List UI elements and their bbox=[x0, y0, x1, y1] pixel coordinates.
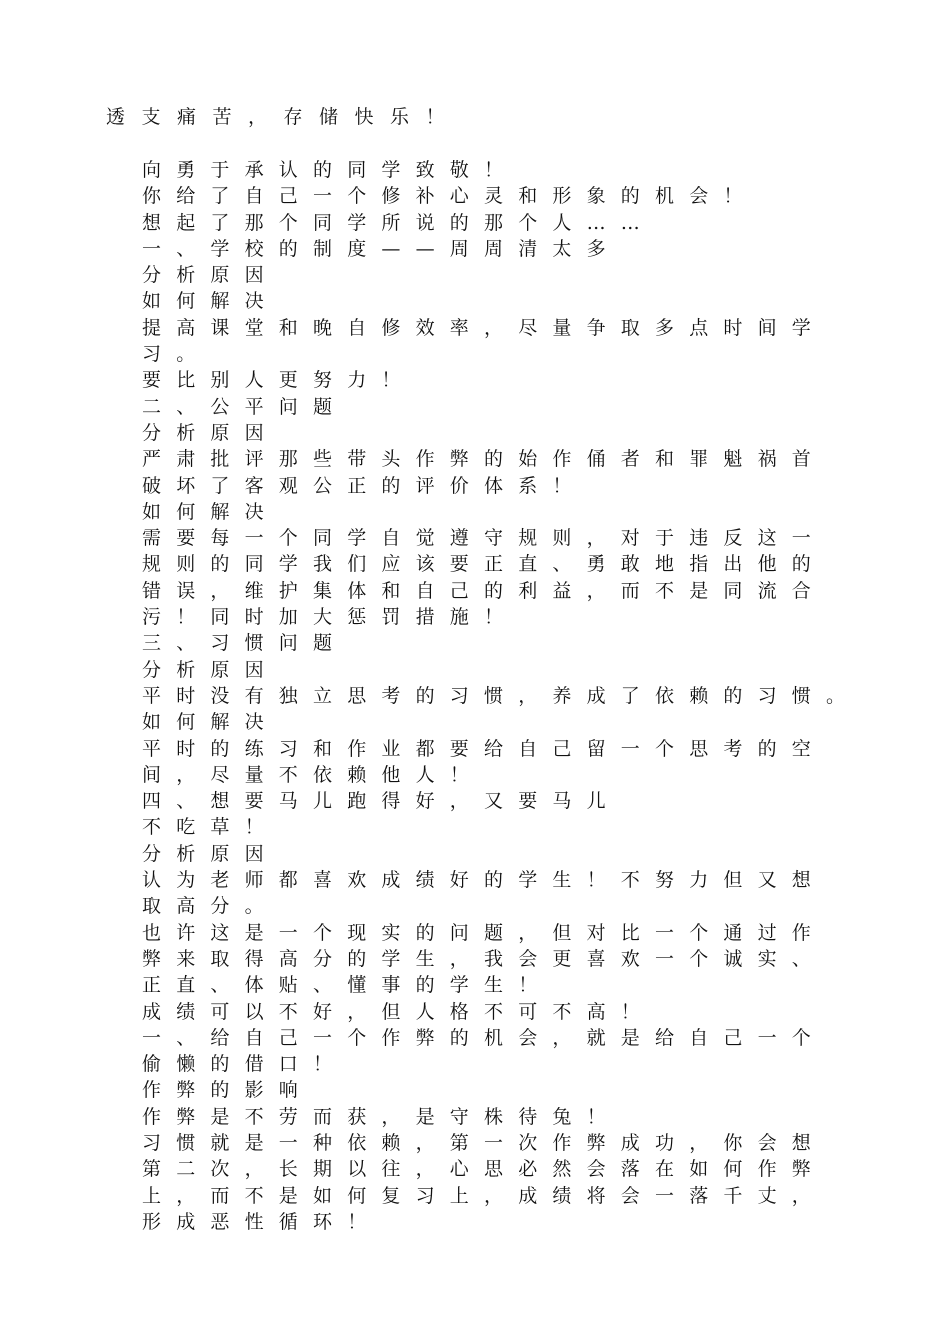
text-line: 第二次，长期以往，心思必然会落在如何作弊 bbox=[142, 1158, 827, 1181]
text-line: 分析原因 bbox=[142, 658, 279, 681]
text-line: 平时没有独立思考的习惯，养成了依赖的习惯。 bbox=[142, 684, 861, 707]
text-line: 如何解决 bbox=[142, 290, 279, 313]
text-line: 严肃批评那些带头作弊的始作俑者和罪魁祸首 bbox=[142, 448, 827, 471]
text-line: 认为老师都喜欢成绩好的学生！不努力但又想 bbox=[142, 869, 827, 892]
document-body bbox=[142, 157, 861, 1235]
text-line: 正直、体贴、懂事的学生！ bbox=[142, 974, 553, 997]
text-line: 弊来取得高分的学生，我会更喜欢一个诚实、 bbox=[142, 947, 827, 970]
text-line: 分析原因 bbox=[142, 264, 279, 287]
text-line: 形成恶性循环！ bbox=[142, 1210, 382, 1233]
document-title: 透支痛苦，存储快乐！ bbox=[106, 106, 462, 128]
text-line: 分析原因 bbox=[142, 421, 279, 444]
text-line: 污！同时加大惩罚措施！ bbox=[142, 606, 519, 629]
text-line: 要比别人更努力！ bbox=[142, 369, 416, 392]
text-line: 如何解决 bbox=[142, 711, 279, 734]
section-heading: 一、给自己一个作弊的机会，就是给自己一个 bbox=[142, 1026, 827, 1049]
text-line: 规则的同学我们应该要正直、勇敢地指出他的 bbox=[142, 553, 827, 576]
text-line: 上，而不是如何复习上，成绩将会一落千丈， bbox=[142, 1184, 827, 1207]
text-line: 作弊的影响 bbox=[142, 1079, 314, 1102]
text-line: 如何解决 bbox=[142, 500, 279, 523]
text-line: 间，尽量不依赖他人！ bbox=[142, 763, 485, 786]
text-line: 不吃草！ bbox=[142, 816, 279, 839]
text-line: 习。 bbox=[142, 343, 211, 366]
section-heading: 三、习惯问题 bbox=[142, 632, 348, 655]
text-line: 破坏了客观公正的评价体系！ bbox=[142, 474, 587, 497]
text-line: 分析原因 bbox=[142, 842, 279, 865]
text-line: 取高分。 bbox=[142, 895, 279, 918]
text-line: 作弊是不劳而获，是守株待兔！ bbox=[142, 1105, 621, 1128]
section-heading: 四、想要马儿跑得好，又要马儿 bbox=[142, 790, 621, 813]
text-line: 偷懒的借口！ bbox=[142, 1053, 348, 1076]
text-line: 习惯就是一种依赖，第一次作弊成功，你会想 bbox=[142, 1131, 827, 1154]
text-line: 错误，维护集体和自己的利益，而不是同流合 bbox=[142, 579, 827, 602]
text-line: 提高课堂和晚自修效率，尽量争取多点时间学 bbox=[142, 316, 827, 339]
text-line: 需要每一个同学自觉遵守规则，对于违反这一 bbox=[142, 527, 827, 550]
text-line: 平时的练习和作业都要给自己留一个思考的空 bbox=[142, 737, 827, 760]
text-line: 成绩可以不好，但人格不可不高！ bbox=[142, 1000, 656, 1023]
text-line: 也许这是一个现实的问题，但对比一个通过作 bbox=[142, 921, 827, 944]
section-heading: 一、学校的制度——周周清太多 bbox=[142, 237, 621, 260]
text-line: 你给了自己一个修补心灵和形象的机会！ bbox=[142, 185, 758, 208]
section-heading: 二、公平问题 bbox=[142, 395, 348, 418]
text-line: 向勇于承认的同学致敬！ bbox=[142, 159, 519, 181]
text-line: 想起了那个同学所说的那个人…… bbox=[142, 211, 656, 234]
